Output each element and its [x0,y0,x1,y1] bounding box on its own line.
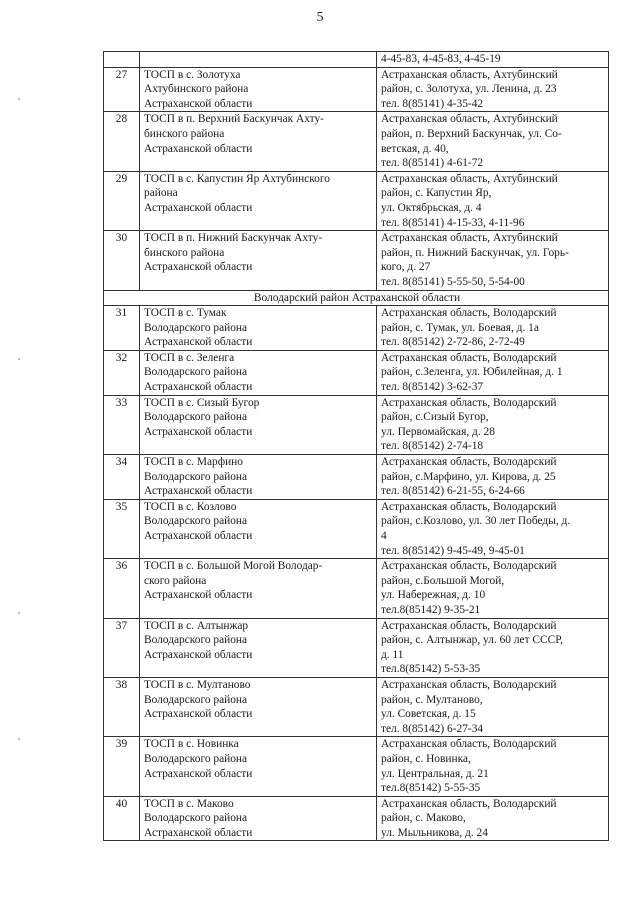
address-line: Астраханская область, Володарский [381,396,557,409]
organization-line: Володарского района [144,470,248,483]
table-body [104,52,609,841]
address-line: тел. 8(85142) 3-62-37 [381,381,484,394]
table-row [104,350,609,395]
organization-line: Астраханской области [144,261,253,274]
address-line: Астраханская область, Володарский [381,738,557,751]
address-line: район, с. Капустин Яр, [381,187,492,200]
organization-cell [140,559,377,618]
address-line: ветская, д. 40, [381,142,449,155]
organization-cell [140,350,377,395]
row-number: 34 [104,455,140,500]
address-line: район, с.Сизый Бугор, [381,411,489,424]
organization-cell [140,499,377,558]
table-row [104,231,609,290]
organization-line: ТОСП в с. Капустин Яр Ахтубинского [144,172,330,185]
address-line: ул. Мыльникова, д. 24 [381,826,488,839]
organization-line: района [144,187,178,200]
address-cell [377,737,609,796]
table-row [104,171,609,230]
section-row [104,290,609,306]
organization-line: Володарского района [144,515,248,528]
organization-cell [140,677,377,736]
address-line: Астраханская область, Ахтубинский [381,172,558,185]
organization-line: Астраханской области [144,767,253,780]
row-number: 31 [104,306,140,351]
address-line: район, с.Зеленга, ул. Юбилейная, д. 1 [381,366,563,379]
organization-line: Астраханской области [144,826,253,839]
address-cell [377,559,609,618]
address-line: тел. 8(85141) 5-55-50, 5-54-00 [381,275,525,288]
organization-cell [140,796,377,841]
organization-line: ТОСП в с. Большой Могой Володар- [144,560,323,573]
address-line: ул. Октябрьская, д. 4 [381,201,482,214]
organization-line: Володарского района [144,693,248,706]
address-line: район, с. Золотуха, ул. Ленина, д. 23 [381,83,557,96]
address-line: тел. 8(85142) 6-27-34 [381,722,484,735]
address-line: тел.8(85142) 5-53-35 [381,663,481,676]
table-row [104,618,609,677]
organization-line: Астраханской области [144,485,253,498]
address-line: тел. 8(85142) 6-21-55, 6-24-66 [381,485,525,498]
table-row-continuation [104,52,609,68]
address-line: район, с.Козлово, ул. 30 лет Победы, д. [381,515,571,528]
table-row [104,677,609,736]
organization-line: Ахтубинского района [144,83,249,96]
table-row [104,67,609,112]
organization-line: Володарского района [144,321,248,334]
address-line: Астраханская область, Володарский [381,500,557,513]
organization-line: Астраханской области [144,708,253,721]
address-cell [377,677,609,736]
address-cell [377,796,609,841]
organization-line: Астраханской области [144,336,253,349]
address-cell [377,171,609,230]
organization-cell [140,171,377,230]
address-line: 4-45-83, 4-45-83, 4-45-19 [381,53,501,65]
organization-line: ТОСП в с. Мултаново [144,678,251,691]
address-line: тел. 8(85141) 4-15-33, 4-11-96 [381,216,525,229]
scan-speck [18,358,20,360]
address-cell [377,67,609,112]
address-cell [377,350,609,395]
scan-speck [18,738,20,740]
address-line: тел. 8(85142) 9-45-49, 9-45-01 [381,544,525,557]
page-number: 5 [316,10,324,25]
address-cell [377,231,609,290]
organization-line: Астраханской области [144,589,253,602]
organization-cell [140,395,377,454]
table-row [104,306,609,351]
section-heading: Володарский район Астраханской области [104,290,609,306]
address-line: д. 11 [381,648,404,661]
organization-line: бинского района [144,127,225,140]
organization-line: Астраханской области [144,530,253,542]
organization-line: ТОСП в с. Сизый Бугор [144,396,260,409]
address-line: район, с. Алтынжар, ул. 60 лет СССР, [381,634,563,647]
organization-cell [140,737,377,796]
table-row [104,395,609,454]
organization-line: Астраханской области [144,425,253,438]
organization-line: ТОСП в с. Алтынжар [144,619,249,632]
address-line: тел. 8(85141) 4-61-72 [381,157,484,170]
address-line: 4 [381,530,387,542]
row-number: 35 [104,499,140,558]
organization-line: Астраханской области [144,97,253,110]
address-cell [377,499,609,558]
organization-line: ТОСП в с. Новинка [144,738,239,751]
address-line: район, с. Мултаново, [381,693,483,706]
table-row [104,455,609,500]
organization-cell [140,231,377,290]
address-cell [377,395,609,454]
organization-cell [140,52,377,68]
address-line: Астраханская область, Ахтубинский [381,232,558,245]
scan-speck [18,612,20,614]
address-line: район, с. Маково, [381,812,466,825]
organization-line: Астраханской области [144,142,253,155]
organization-line: ТОСП в с. Золотуха [144,68,241,81]
address-cell [377,112,609,171]
address-line: район, п. Нижний Баскунчак, ул. Горь- [381,246,569,259]
row-number: 40 [104,796,140,841]
address-line: тел. 8(85142) 2-74-18 [381,440,484,453]
address-line: ул. Первомайская, д. 28 [381,425,495,438]
organization-line: Володарского района [144,411,248,424]
address-line: тел.8(85142) 9-35-21 [381,603,481,616]
table-row [104,112,609,171]
address-line: кого, д. 27 [381,261,431,274]
organization-line: ТОСП в с. Зеленга [144,351,235,364]
organization-line: ТОСП в с. Маково [144,797,234,810]
address-line: Астраханская область, Володарский [381,560,557,573]
address-line: Астраханская область, Володарский [381,351,557,364]
address-line: район, с.Марфино, ул. Кирова, д. 25 [381,470,556,483]
offices-table [103,51,609,841]
address-line: район, п. Верхний Баскунчак, ул. Со- [381,127,562,140]
table-row [104,559,609,618]
address-line: ул. Центральная, д. 21 [381,767,489,780]
address-line: ул. Советская, д. 15 [381,708,476,721]
address-line: тел.8(85142) 5-55-35 [381,782,481,795]
address-cell [377,52,609,68]
row-number: 30 [104,231,140,290]
table-row [104,737,609,796]
organization-cell [140,306,377,351]
address-line: район, с. Тумак, ул. Боевая, д. 1а [381,321,539,334]
row-number: 33 [104,395,140,454]
organization-line: Володарского района [144,812,248,825]
organization-line: ТОСП в п. Нижний Баскунчак Ахту- [144,232,323,245]
organization-line: Володарского района [144,634,248,647]
address-line: Астраханская область, Володарский [381,619,557,632]
address-line: район, с. Новинка, [381,752,471,765]
address-line: Астраханская область, Ахтубинский [381,68,558,81]
address-line: ул. Набережная, д. 10 [381,589,486,602]
organization-line: Володарского района [144,752,248,765]
organization-line: бинского района [144,246,225,259]
address-line: район, с.Большой Могой, [381,574,505,587]
organization-line: Астраханской области [144,648,253,661]
organization-cell [140,455,377,500]
address-line: Астраханская область, Ахтубинский [381,113,558,126]
organization-line: Астраханской области [144,381,253,394]
organization-line: ТОСП в п. Верхний Баскунчак Ахту- [144,113,324,126]
row-number: 27 [104,67,140,112]
address-cell [377,455,609,500]
organization-line: ТОСП в с. Козлово [144,500,237,513]
organization-line: Володарского района [144,366,248,379]
row-number: 37 [104,618,140,677]
row-number: 38 [104,677,140,736]
table-row [104,499,609,558]
organization-line: ТОСП в с. Тумак [144,307,227,320]
address-line: Астраханская область, Володарский [381,797,557,810]
row-number: 28 [104,112,140,171]
row-number [104,52,140,68]
row-number: 32 [104,350,140,395]
organization-cell [140,112,377,171]
address-line: Астраханская область, Володарский [381,307,557,320]
organization-cell [140,618,377,677]
row-number: 29 [104,171,140,230]
address-cell [377,306,609,351]
address-line: Астраханская область, Володарский [381,678,557,691]
table-row [104,796,609,841]
organization-line: ТОСП в с. Марфино [144,456,243,469]
address-line: тел. 8(85142) 2-72-86, 2-72-49 [381,336,525,349]
organization-line: Астраханской области [144,201,253,214]
organization-line: ского района [144,574,207,587]
address-line: тел. 8(85141) 4-35-42 [381,97,484,110]
row-number: 39 [104,737,140,796]
organization-cell [140,67,377,112]
scan-speck [18,98,20,100]
address-cell [377,618,609,677]
row-number: 36 [104,559,140,618]
address-line: Астраханская область, Володарский [381,456,557,469]
